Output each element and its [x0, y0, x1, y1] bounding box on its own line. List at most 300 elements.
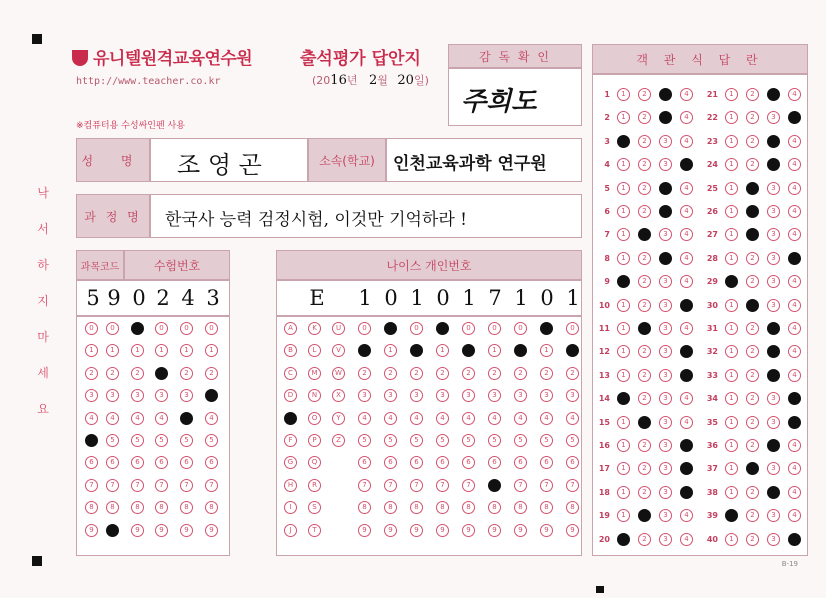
exam-number-bubble[interactable]: 4 — [155, 412, 168, 425]
answer-bubble[interactable]: 2 — [638, 182, 651, 195]
answer-bubble[interactable]: 4 — [680, 135, 693, 148]
exam-number-bubble[interactable]: 1 — [131, 344, 144, 357]
answer-bubble[interactable]: 4 — [680, 252, 693, 265]
neis-digit-bubble[interactable]: 9 — [410, 524, 423, 537]
neis-letter-bubble[interactable]: U — [332, 322, 345, 335]
neis-digit-bubble[interactable]: 4 — [358, 412, 371, 425]
answer-bubble[interactable]: 2 — [638, 486, 651, 499]
answer-bubble[interactable]: 1 — [617, 369, 630, 382]
exam-number-bubble[interactable]: 1 — [106, 344, 119, 357]
exam-number-bubble[interactable]: 1 — [85, 344, 98, 357]
answer-bubble[interactable]: 3 — [767, 345, 780, 358]
exam-number-bubble[interactable]: 0 — [85, 322, 98, 335]
exam-number-bubble[interactable]: 5 — [180, 434, 193, 447]
answer-bubble[interactable]: 2 — [746, 275, 759, 288]
answer-bubble[interactable]: 3 — [767, 205, 780, 218]
neis-digit-bubble[interactable]: 1 — [384, 344, 397, 357]
exam-number-bubble[interactable]: 8 — [155, 501, 168, 514]
neis-digit-bubble[interactable]: 8 — [514, 501, 527, 514]
neis-digit-bubble[interactable]: 0 — [384, 322, 397, 335]
answer-bubble[interactable]: 1 — [617, 392, 630, 405]
neis-digit-bubble[interactable]: 3 — [384, 389, 397, 402]
answer-bubble[interactable]: 2 — [746, 205, 759, 218]
answer-bubble[interactable]: 2 — [638, 275, 651, 288]
answer-bubble[interactable]: 4 — [788, 205, 801, 218]
answer-bubble[interactable]: 2 — [638, 533, 651, 546]
answer-bubble[interactable]: 2 — [638, 158, 651, 171]
answer-bubble[interactable]: 1 — [617, 509, 630, 522]
answer-bubble[interactable]: 4 — [788, 252, 801, 265]
answer-bubble[interactable]: 3 — [767, 275, 780, 288]
answer-bubble[interactable]: 3 — [767, 299, 780, 312]
answer-bubble[interactable]: 2 — [746, 345, 759, 358]
neis-digit-bubble[interactable]: 2 — [358, 367, 371, 380]
answer-bubble[interactable]: 2 — [638, 135, 651, 148]
answer-bubble[interactable]: 3 — [659, 158, 672, 171]
answer-bubble[interactable]: 1 — [617, 345, 630, 358]
answer-bubble[interactable]: 1 — [725, 509, 738, 522]
exam-number-bubble[interactable]: 4 — [85, 412, 98, 425]
answer-bubble[interactable]: 2 — [638, 252, 651, 265]
answer-bubble[interactable]: 4 — [680, 275, 693, 288]
answer-bubble[interactable]: 4 — [680, 533, 693, 546]
neis-digit-bubble[interactable]: 3 — [436, 389, 449, 402]
neis-digit-bubble[interactable]: 7 — [410, 479, 423, 492]
answer-bubble[interactable]: 4 — [788, 322, 801, 335]
answer-bubble[interactable]: 1 — [617, 462, 630, 475]
neis-digit-bubble[interactable]: 5 — [410, 434, 423, 447]
neis-letter-bubble[interactable]: T — [308, 524, 321, 537]
neis-digit-bubble[interactable]: 7 — [462, 479, 475, 492]
answer-bubble[interactable]: 4 — [788, 345, 801, 358]
answer-bubble[interactable]: 1 — [725, 416, 738, 429]
neis-digit-bubble[interactable]: 5 — [514, 434, 527, 447]
answer-bubble[interactable]: 3 — [659, 299, 672, 312]
exam-number-bubble[interactable]: 4 — [205, 412, 218, 425]
answer-bubble[interactable]: 2 — [746, 462, 759, 475]
answer-bubble[interactable]: 1 — [725, 182, 738, 195]
exam-number-bubble[interactable]: 4 — [131, 412, 144, 425]
answer-bubble[interactable]: 3 — [767, 439, 780, 452]
answer-bubble[interactable]: 3 — [659, 486, 672, 499]
answer-bubble[interactable]: 4 — [788, 111, 801, 124]
answer-bubble[interactable]: 4 — [680, 486, 693, 499]
answer-bubble[interactable]: 4 — [680, 205, 693, 218]
answer-bubble[interactable]: 2 — [746, 486, 759, 499]
answer-bubble[interactable]: 4 — [788, 158, 801, 171]
answer-bubble[interactable]: 2 — [638, 416, 651, 429]
answer-bubble[interactable]: 1 — [617, 275, 630, 288]
neis-digit-bubble[interactable]: 3 — [540, 389, 553, 402]
exam-number-bubble[interactable]: 2 — [85, 367, 98, 380]
answer-bubble[interactable]: 1 — [725, 392, 738, 405]
exam-number-bubble[interactable]: 9 — [106, 524, 119, 537]
answer-bubble[interactable]: 2 — [638, 439, 651, 452]
neis-digit-bubble[interactable]: 9 — [358, 524, 371, 537]
answer-bubble[interactable]: 2 — [746, 322, 759, 335]
neis-digit-bubble[interactable]: 3 — [514, 389, 527, 402]
exam-number-bubble[interactable]: 6 — [131, 456, 144, 469]
answer-bubble[interactable]: 2 — [638, 509, 651, 522]
answer-bubble[interactable]: 1 — [725, 205, 738, 218]
neis-letter-bubble[interactable]: L — [308, 344, 321, 357]
exam-number-bubble[interactable]: 8 — [180, 501, 193, 514]
answer-bubble[interactable]: 4 — [788, 369, 801, 382]
neis-digit-bubble[interactable]: 5 — [436, 434, 449, 447]
neis-digit-bubble[interactable]: 0 — [462, 322, 475, 335]
neis-letter-bubble[interactable]: I — [284, 501, 297, 514]
answer-bubble[interactable]: 4 — [680, 416, 693, 429]
neis-digit-bubble[interactable]: 6 — [566, 456, 579, 469]
answer-bubble[interactable]: 4 — [680, 439, 693, 452]
neis-digit-bubble[interactable]: 5 — [462, 434, 475, 447]
neis-digit-bubble[interactable]: 7 — [540, 479, 553, 492]
neis-digit-bubble[interactable]: 9 — [540, 524, 553, 537]
neis-digit-bubble[interactable]: 9 — [436, 524, 449, 537]
neis-digit-bubble[interactable]: 4 — [462, 412, 475, 425]
neis-letter-bubble[interactable]: Y — [332, 412, 345, 425]
exam-number-bubble[interactable]: 8 — [131, 501, 144, 514]
answer-bubble[interactable]: 1 — [725, 462, 738, 475]
neis-digit-bubble[interactable]: 3 — [410, 389, 423, 402]
exam-number-bubble[interactable]: 9 — [131, 524, 144, 537]
neis-digit-bubble[interactable]: 0 — [540, 322, 553, 335]
neis-digit-bubble[interactable]: 2 — [566, 367, 579, 380]
answer-bubble[interactable]: 1 — [725, 275, 738, 288]
answer-bubble[interactable]: 1 — [725, 533, 738, 546]
answer-bubble[interactable]: 3 — [767, 462, 780, 475]
exam-number-bubble[interactable]: 3 — [85, 389, 98, 402]
answer-bubble[interactable]: 4 — [788, 392, 801, 405]
answer-bubble[interactable]: 3 — [767, 252, 780, 265]
answer-bubble[interactable]: 4 — [680, 111, 693, 124]
answer-bubble[interactable]: 2 — [746, 252, 759, 265]
neis-digit-bubble[interactable]: 3 — [358, 389, 371, 402]
neis-digit-bubble[interactable]: 0 — [488, 322, 501, 335]
answer-bubble[interactable]: 4 — [788, 462, 801, 475]
answer-bubble[interactable]: 4 — [788, 509, 801, 522]
exam-number-bubble[interactable]: 6 — [205, 456, 218, 469]
exam-number-bubble[interactable]: 1 — [205, 344, 218, 357]
neis-digit-bubble[interactable]: 6 — [436, 456, 449, 469]
neis-digit-bubble[interactable]: 7 — [488, 479, 501, 492]
answer-bubble[interactable]: 3 — [659, 439, 672, 452]
exam-number-bubble[interactable]: 2 — [131, 367, 144, 380]
neis-digit-bubble[interactable]: 7 — [384, 479, 397, 492]
answer-bubble[interactable]: 3 — [659, 509, 672, 522]
answer-bubble[interactable]: 3 — [767, 322, 780, 335]
answer-bubble[interactable]: 1 — [617, 228, 630, 241]
neis-digit-bubble[interactable]: 8 — [566, 501, 579, 514]
answer-bubble[interactable]: 1 — [617, 252, 630, 265]
answer-bubble[interactable]: 3 — [767, 228, 780, 241]
neis-letter-bubble[interactable]: H — [284, 479, 297, 492]
answer-bubble[interactable]: 2 — [638, 205, 651, 218]
answer-bubble[interactable]: 3 — [767, 182, 780, 195]
neis-digit-bubble[interactable]: 9 — [566, 524, 579, 537]
answer-bubble[interactable]: 4 — [680, 88, 693, 101]
neis-digit-bubble[interactable]: 1 — [566, 344, 579, 357]
neis-digit-bubble[interactable]: 9 — [488, 524, 501, 537]
exam-number-bubble[interactable]: 0 — [131, 322, 144, 335]
neis-digit-bubble[interactable]: 1 — [436, 344, 449, 357]
answer-bubble[interactable]: 3 — [659, 228, 672, 241]
answer-bubble[interactable]: 1 — [725, 299, 738, 312]
answer-bubble[interactable]: 4 — [680, 228, 693, 241]
neis-letter-bubble[interactable]: P — [308, 434, 321, 447]
answer-bubble[interactable]: 1 — [725, 135, 738, 148]
answer-bubble[interactable]: 2 — [746, 439, 759, 452]
answer-bubble[interactable]: 3 — [659, 111, 672, 124]
answer-bubble[interactable]: 1 — [725, 111, 738, 124]
answer-bubble[interactable]: 2 — [746, 182, 759, 195]
neis-digit-bubble[interactable]: 4 — [436, 412, 449, 425]
exam-number-bubble[interactable]: 2 — [155, 367, 168, 380]
answer-bubble[interactable]: 2 — [746, 88, 759, 101]
answer-bubble[interactable]: 2 — [746, 135, 759, 148]
exam-number-bubble[interactable]: 6 — [155, 456, 168, 469]
answer-bubble[interactable]: 2 — [746, 369, 759, 382]
exam-number-bubble[interactable]: 8 — [205, 501, 218, 514]
neis-digit-bubble[interactable]: 8 — [384, 501, 397, 514]
answer-bubble[interactable]: 3 — [659, 88, 672, 101]
neis-digit-bubble[interactable]: 9 — [462, 524, 475, 537]
neis-letter-bubble[interactable]: W — [332, 367, 345, 380]
answer-bubble[interactable]: 1 — [725, 345, 738, 358]
neis-digit-bubble[interactable]: 2 — [462, 367, 475, 380]
answer-bubble[interactable]: 4 — [788, 486, 801, 499]
exam-number-bubble[interactable]: 0 — [180, 322, 193, 335]
answer-bubble[interactable]: 2 — [746, 228, 759, 241]
neis-letter-bubble[interactable]: M — [308, 367, 321, 380]
neis-digit-bubble[interactable]: 6 — [514, 456, 527, 469]
neis-digit-bubble[interactable]: 2 — [488, 367, 501, 380]
answer-bubble[interactable]: 2 — [746, 416, 759, 429]
exam-number-bubble[interactable]: 5 — [155, 434, 168, 447]
answer-bubble[interactable]: 1 — [725, 252, 738, 265]
neis-digit-bubble[interactable]: 1 — [462, 344, 475, 357]
exam-number-bubble[interactable]: 3 — [180, 389, 193, 402]
neis-digit-bubble[interactable]: 3 — [462, 389, 475, 402]
neis-letter-bubble[interactable]: S — [308, 501, 321, 514]
neis-digit-bubble[interactable]: 2 — [384, 367, 397, 380]
neis-digit-bubble[interactable]: 1 — [514, 344, 527, 357]
neis-digit-bubble[interactable]: 8 — [540, 501, 553, 514]
answer-bubble[interactable]: 1 — [725, 369, 738, 382]
exam-number-bubble[interactable]: 2 — [205, 367, 218, 380]
neis-digit-bubble[interactable]: 5 — [358, 434, 371, 447]
answer-bubble[interactable]: 4 — [788, 88, 801, 101]
answer-bubble[interactable]: 1 — [725, 88, 738, 101]
exam-number-bubble[interactable]: 4 — [106, 412, 119, 425]
neis-digit-bubble[interactable]: 4 — [410, 412, 423, 425]
neis-digit-bubble[interactable]: 0 — [410, 322, 423, 335]
exam-number-bubble[interactable]: 0 — [155, 322, 168, 335]
neis-digit-bubble[interactable]: 1 — [488, 344, 501, 357]
neis-digit-bubble[interactable]: 8 — [488, 501, 501, 514]
answer-bubble[interactable]: 1 — [617, 439, 630, 452]
neis-digit-bubble[interactable]: 7 — [436, 479, 449, 492]
exam-number-bubble[interactable]: 6 — [85, 456, 98, 469]
neis-digit-bubble[interactable]: 5 — [566, 434, 579, 447]
exam-number-bubble[interactable]: 3 — [205, 389, 218, 402]
neis-digit-bubble[interactable]: 1 — [540, 344, 553, 357]
answer-bubble[interactable]: 3 — [659, 252, 672, 265]
neis-letter-bubble[interactable]: X — [332, 389, 345, 402]
answer-bubble[interactable]: 4 — [788, 533, 801, 546]
exam-number-bubble[interactable]: 4 — [180, 412, 193, 425]
neis-digit-bubble[interactable]: 9 — [514, 524, 527, 537]
answer-bubble[interactable]: 4 — [788, 182, 801, 195]
exam-number-bubble[interactable]: 7 — [180, 479, 193, 492]
neis-digit-bubble[interactable]: 7 — [358, 479, 371, 492]
neis-digit-bubble[interactable]: 0 — [436, 322, 449, 335]
answer-bubble[interactable]: 1 — [725, 439, 738, 452]
answer-bubble[interactable]: 4 — [788, 416, 801, 429]
neis-digit-bubble[interactable]: 0 — [514, 322, 527, 335]
exam-number-bubble[interactable]: 7 — [106, 479, 119, 492]
exam-number-bubble[interactable]: 2 — [180, 367, 193, 380]
answer-bubble[interactable]: 3 — [659, 322, 672, 335]
answer-bubble[interactable]: 2 — [746, 509, 759, 522]
answer-bubble[interactable]: 4 — [680, 345, 693, 358]
exam-number-bubble[interactable]: 9 — [205, 524, 218, 537]
neis-digit-bubble[interactable]: 3 — [488, 389, 501, 402]
answer-bubble[interactable]: 4 — [680, 509, 693, 522]
answer-bubble[interactable]: 3 — [767, 158, 780, 171]
answer-bubble[interactable]: 4 — [788, 275, 801, 288]
answer-bubble[interactable]: 3 — [767, 509, 780, 522]
neis-digit-bubble[interactable]: 2 — [540, 367, 553, 380]
neis-digit-bubble[interactable]: 6 — [540, 456, 553, 469]
answer-bubble[interactable]: 2 — [746, 299, 759, 312]
answer-bubble[interactable]: 1 — [725, 228, 738, 241]
answer-bubble[interactable]: 4 — [680, 182, 693, 195]
neis-letter-bubble[interactable]: Q — [308, 456, 321, 469]
exam-number-bubble[interactable]: 9 — [180, 524, 193, 537]
answer-bubble[interactable]: 3 — [767, 111, 780, 124]
neis-digit-bubble[interactable]: 2 — [436, 367, 449, 380]
neis-digit-bubble[interactable]: 2 — [410, 367, 423, 380]
answer-bubble[interactable]: 3 — [767, 416, 780, 429]
neis-digit-bubble[interactable]: 4 — [540, 412, 553, 425]
neis-digit-bubble[interactable]: 3 — [566, 389, 579, 402]
exam-number-bubble[interactable]: 7 — [205, 479, 218, 492]
exam-number-bubble[interactable]: 5 — [85, 434, 98, 447]
exam-number-bubble[interactable]: 3 — [106, 389, 119, 402]
neis-digit-bubble[interactable]: 1 — [358, 344, 371, 357]
exam-number-bubble[interactable]: 2 — [106, 367, 119, 380]
neis-digit-bubble[interactable]: 5 — [488, 434, 501, 447]
answer-bubble[interactable]: 1 — [617, 88, 630, 101]
exam-number-bubble[interactable]: 9 — [155, 524, 168, 537]
answer-bubble[interactable]: 3 — [659, 205, 672, 218]
answer-bubble[interactable]: 4 — [788, 299, 801, 312]
answer-bubble[interactable]: 3 — [659, 462, 672, 475]
answer-bubble[interactable]: 3 — [659, 392, 672, 405]
neis-letter-bubble[interactable]: J — [284, 524, 297, 537]
answer-bubble[interactable]: 3 — [767, 88, 780, 101]
exam-number-bubble[interactable]: 1 — [155, 344, 168, 357]
exam-number-bubble[interactable]: 8 — [85, 501, 98, 514]
neis-digit-bubble[interactable]: 8 — [410, 501, 423, 514]
neis-digit-bubble[interactable]: 8 — [358, 501, 371, 514]
answer-bubble[interactable]: 2 — [638, 392, 651, 405]
answer-bubble[interactable]: 4 — [788, 135, 801, 148]
answer-bubble[interactable]: 1 — [617, 158, 630, 171]
answer-bubble[interactable]: 1 — [617, 322, 630, 335]
neis-letter-bubble[interactable]: C — [284, 367, 297, 380]
answer-bubble[interactable]: 2 — [638, 369, 651, 382]
neis-digit-bubble[interactable]: 6 — [488, 456, 501, 469]
answer-bubble[interactable]: 1 — [725, 322, 738, 335]
answer-bubble[interactable]: 4 — [680, 392, 693, 405]
answer-bubble[interactable]: 4 — [680, 299, 693, 312]
neis-letter-bubble[interactable]: N — [308, 389, 321, 402]
answer-bubble[interactable]: 1 — [617, 299, 630, 312]
answer-bubble[interactable]: 3 — [767, 486, 780, 499]
exam-number-bubble[interactable]: 7 — [131, 479, 144, 492]
answer-bubble[interactable]: 4 — [680, 322, 693, 335]
exam-number-bubble[interactable]: 0 — [205, 322, 218, 335]
answer-bubble[interactable]: 4 — [680, 369, 693, 382]
answer-bubble[interactable]: 2 — [638, 462, 651, 475]
neis-digit-bubble[interactable]: 7 — [566, 479, 579, 492]
answer-bubble[interactable]: 2 — [746, 533, 759, 546]
neis-letter-bubble[interactable]: E — [284, 412, 297, 425]
neis-digit-bubble[interactable]: 7 — [514, 479, 527, 492]
answer-bubble[interactable]: 3 — [659, 275, 672, 288]
neis-digit-bubble[interactable]: 6 — [410, 456, 423, 469]
answer-bubble[interactable]: 2 — [638, 111, 651, 124]
answer-bubble[interactable]: 1 — [617, 182, 630, 195]
answer-bubble[interactable]: 3 — [767, 533, 780, 546]
answer-bubble[interactable]: 4 — [788, 228, 801, 241]
neis-digit-bubble[interactable]: 4 — [566, 412, 579, 425]
exam-number-bubble[interactable]: 3 — [155, 389, 168, 402]
neis-digit-bubble[interactable]: 6 — [462, 456, 475, 469]
exam-number-bubble[interactable]: 3 — [131, 389, 144, 402]
answer-bubble[interactable]: 4 — [680, 158, 693, 171]
neis-digit-bubble[interactable]: 5 — [540, 434, 553, 447]
answer-bubble[interactable]: 3 — [767, 135, 780, 148]
answer-bubble[interactable]: 1 — [725, 158, 738, 171]
exam-number-bubble[interactable]: 1 — [180, 344, 193, 357]
neis-digit-bubble[interactable]: 6 — [384, 456, 397, 469]
answer-bubble[interactable]: 2 — [746, 111, 759, 124]
answer-bubble[interactable]: 2 — [746, 392, 759, 405]
neis-letter-bubble[interactable]: V — [332, 344, 345, 357]
answer-bubble[interactable]: 3 — [659, 135, 672, 148]
neis-digit-bubble[interactable]: 2 — [514, 367, 527, 380]
answer-bubble[interactable]: 1 — [617, 486, 630, 499]
answer-bubble[interactable]: 1 — [617, 111, 630, 124]
neis-digit-bubble[interactable]: 4 — [384, 412, 397, 425]
exam-number-bubble[interactable]: 5 — [131, 434, 144, 447]
neis-letter-bubble[interactable]: D — [284, 389, 297, 402]
answer-bubble[interactable]: 2 — [638, 88, 651, 101]
answer-bubble[interactable]: 2 — [638, 322, 651, 335]
exam-number-bubble[interactable]: 6 — [106, 456, 119, 469]
answer-bubble[interactable]: 3 — [659, 345, 672, 358]
answer-bubble[interactable]: 1 — [617, 416, 630, 429]
answer-bubble[interactable]: 3 — [659, 369, 672, 382]
answer-bubble[interactable]: 3 — [659, 533, 672, 546]
exam-number-bubble[interactable]: 5 — [205, 434, 218, 447]
answer-bubble[interactable]: 4 — [680, 462, 693, 475]
answer-bubble[interactable]: 2 — [638, 299, 651, 312]
answer-bubble[interactable]: 3 — [659, 416, 672, 429]
